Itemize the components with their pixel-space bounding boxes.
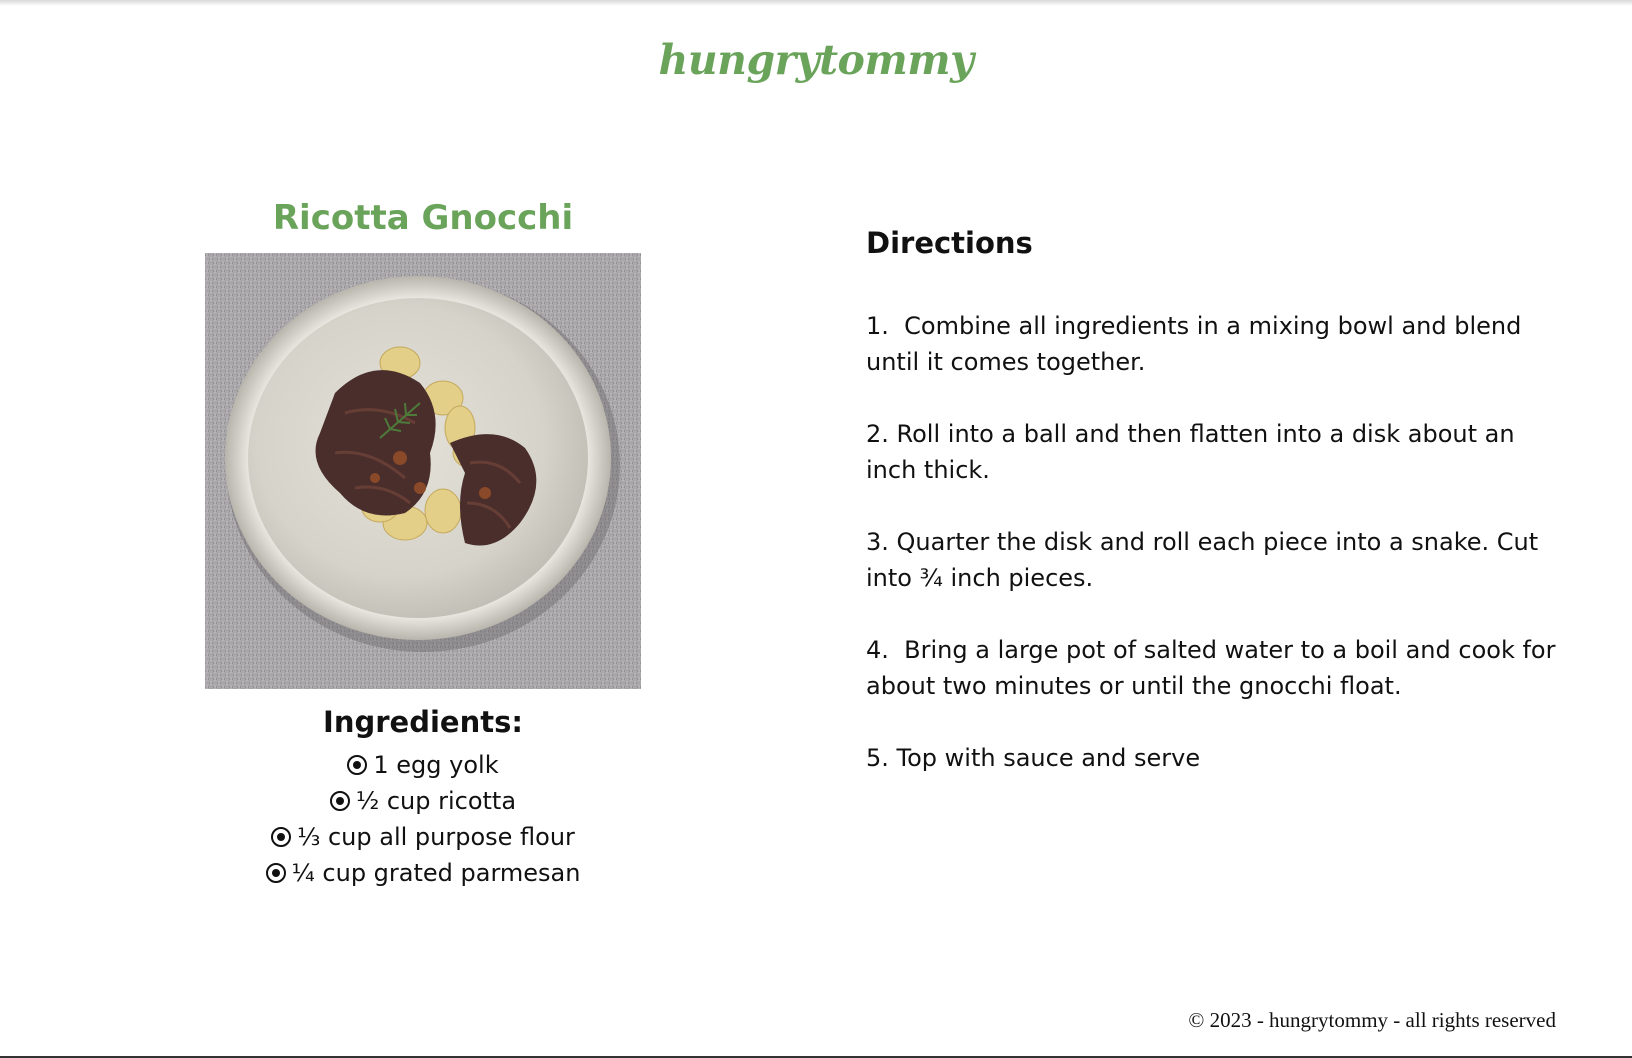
ingredient-item [205, 819, 641, 855]
gnocchi-dish-photo [205, 253, 641, 689]
ingredient-text: ¼ cup grated parmesan [291, 859, 581, 887]
ingredient-text: ⅓ cup all purpose flour [297, 823, 575, 851]
ingredient-item [205, 783, 641, 819]
radio-bullet-icon [271, 827, 291, 847]
radio-bullet-icon [330, 791, 350, 811]
ingredient-text: 1 egg yolk [373, 751, 499, 779]
recipe-title: Ricotta Gnocchi [272, 198, 574, 238]
direction-step-2: 2. Roll into a ball and then flatten into a disk about an inch thick. [866, 420, 1523, 484]
ingredients-section [205, 703, 641, 891]
ingredient-text: ½ cup ricotta [355, 787, 517, 815]
ingredients-list [205, 747, 641, 891]
direction-step-4: 4. Bring a large pot of salted water to a boil and cook for about two minutes or until the gnocchi float. [866, 636, 1564, 700]
radio-bullet-icon [347, 755, 367, 775]
directions-section [866, 222, 1566, 812]
directions-heading: Directions [866, 226, 1033, 260]
top-shadow [0, 0, 1632, 6]
site-title[interactable]: hungrytommy [658, 36, 974, 84]
radio-bullet-icon [266, 863, 286, 883]
direction-step-5: 5. Top with sauce and serve [866, 744, 1201, 772]
ingredient-item [205, 747, 641, 783]
direction-step-3: 3. Quarter the disk and roll each piece into a snake. Cut into ¾ inch pieces. [866, 528, 1546, 592]
footer-copyright: © 2023 - hungrytommy - all rights reserved [1188, 1008, 1556, 1032]
ingredient-item [205, 855, 641, 891]
direction-step-1: 1. Combine all ingredients in a mixing bowl and blend until it comes together. [866, 312, 1530, 376]
ingredients-heading: Ingredients: [323, 705, 523, 739]
